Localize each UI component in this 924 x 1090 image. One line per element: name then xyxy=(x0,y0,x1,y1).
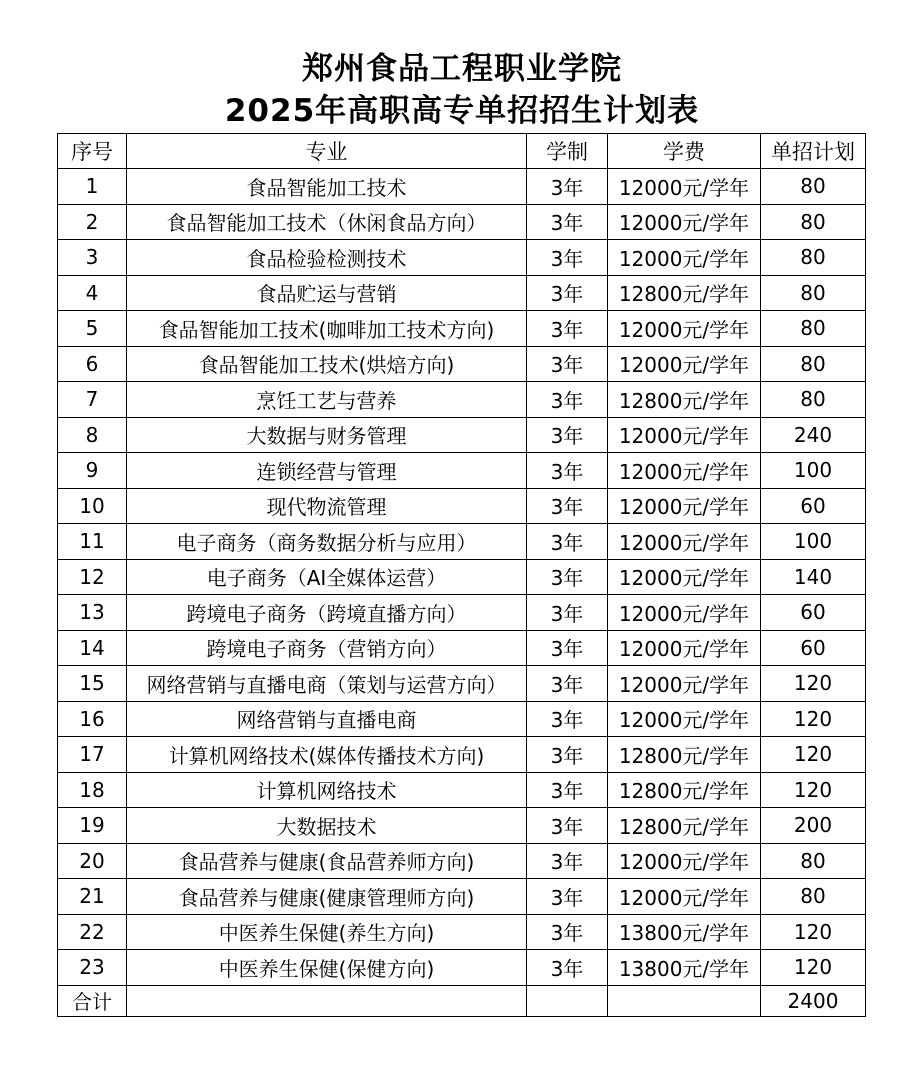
row-index: 10 xyxy=(58,488,127,524)
row-fee: 12000元/学年 xyxy=(608,240,761,276)
row-major: 电子商务（商务数据分析与应用） xyxy=(127,524,527,560)
row-fee: 12000元/学年 xyxy=(608,204,761,240)
table-row xyxy=(58,666,866,702)
row-plan: 60 xyxy=(761,488,866,524)
row-duration: 3年 xyxy=(527,240,608,276)
row-major: 食品智能加工技术(烘焙方向) xyxy=(127,346,527,382)
header-fee: 学费 xyxy=(608,134,761,169)
row-plan: 80 xyxy=(761,382,866,418)
row-duration: 3年 xyxy=(527,843,608,879)
table-row xyxy=(58,382,866,418)
row-fee: 12800元/学年 xyxy=(608,275,761,311)
total-plan: 2400 xyxy=(761,985,866,1016)
row-fee: 12000元/学年 xyxy=(608,524,761,560)
row-duration: 3年 xyxy=(527,453,608,489)
row-fee: 12000元/学年 xyxy=(608,630,761,666)
row-major: 电子商务（AI全媒体运营） xyxy=(127,559,527,595)
row-plan: 80 xyxy=(761,843,866,879)
table-row xyxy=(58,737,866,773)
row-plan: 80 xyxy=(761,275,866,311)
document-title xyxy=(0,48,924,132)
row-duration: 3年 xyxy=(527,488,608,524)
table-row xyxy=(58,914,866,950)
row-plan: 80 xyxy=(761,879,866,915)
row-duration: 3年 xyxy=(527,666,608,702)
header-index: 序号 xyxy=(58,134,127,169)
table-row xyxy=(58,524,866,560)
row-fee: 12000元/学年 xyxy=(608,417,761,453)
row-index: 14 xyxy=(58,630,127,666)
row-major: 跨境电子商务（跨境直播方向） xyxy=(127,595,527,631)
row-plan: 80 xyxy=(761,169,866,205)
row-duration: 3年 xyxy=(527,701,608,737)
row-fee: 12000元/学年 xyxy=(608,701,761,737)
row-plan: 80 xyxy=(761,346,866,382)
table-body xyxy=(58,169,866,986)
row-fee: 12000元/学年 xyxy=(608,843,761,879)
table-row xyxy=(58,453,866,489)
row-major: 食品智能加工技术 xyxy=(127,169,527,205)
table-row xyxy=(58,169,866,205)
table-row xyxy=(58,772,866,808)
enrollment-plan-table xyxy=(57,133,866,1017)
row-duration: 3年 xyxy=(527,311,608,347)
table-row xyxy=(58,595,866,631)
row-index: 6 xyxy=(58,346,127,382)
total-fee xyxy=(608,985,761,1016)
table-row xyxy=(58,488,866,524)
row-duration: 3年 xyxy=(527,275,608,311)
row-fee: 12000元/学年 xyxy=(608,488,761,524)
row-plan: 120 xyxy=(761,737,866,773)
total-major xyxy=(127,985,527,1016)
row-duration: 3年 xyxy=(527,417,608,453)
row-major: 大数据技术 xyxy=(127,808,527,844)
row-plan: 60 xyxy=(761,630,866,666)
row-fee: 12000元/学年 xyxy=(608,346,761,382)
title-line-2: 2025年高职高专单招招生计划表 xyxy=(224,93,700,129)
row-major: 食品智能加工技术（休闲食品方向） xyxy=(127,204,527,240)
row-major: 中医养生保健(养生方向) xyxy=(127,914,527,950)
row-plan: 120 xyxy=(761,666,866,702)
row-duration: 3年 xyxy=(527,914,608,950)
row-duration: 3年 xyxy=(527,204,608,240)
row-index: 13 xyxy=(58,595,127,631)
row-major: 网络营销与直播电商（策划与运营方向） xyxy=(127,666,527,702)
header-row xyxy=(58,134,866,169)
row-duration: 3年 xyxy=(527,169,608,205)
row-fee: 12000元/学年 xyxy=(608,666,761,702)
row-plan: 60 xyxy=(761,595,866,631)
row-index: 16 xyxy=(58,701,127,737)
row-index: 22 xyxy=(58,914,127,950)
row-index: 19 xyxy=(58,808,127,844)
header-plan: 单招计划 xyxy=(761,134,866,169)
row-plan: 120 xyxy=(761,914,866,950)
row-major: 现代物流管理 xyxy=(127,488,527,524)
row-index: 23 xyxy=(58,950,127,986)
row-index: 12 xyxy=(58,559,127,595)
row-fee: 12800元/学年 xyxy=(608,808,761,844)
row-major: 网络营销与直播电商 xyxy=(127,701,527,737)
row-major: 烹饪工艺与营养 xyxy=(127,382,527,418)
row-index: 9 xyxy=(58,453,127,489)
header-duration: 学制 xyxy=(527,134,608,169)
row-index: 15 xyxy=(58,666,127,702)
row-plan: 140 xyxy=(761,559,866,595)
table-row xyxy=(58,240,866,276)
row-plan: 80 xyxy=(761,311,866,347)
row-major: 大数据与财务管理 xyxy=(127,417,527,453)
row-major: 连锁经营与管理 xyxy=(127,453,527,489)
row-plan: 240 xyxy=(761,417,866,453)
row-fee: 12000元/学年 xyxy=(608,879,761,915)
row-major: 食品营养与健康(健康管理师方向) xyxy=(127,879,527,915)
table-row xyxy=(58,630,866,666)
row-fee: 12000元/学年 xyxy=(608,559,761,595)
row-index: 17 xyxy=(58,737,127,773)
row-duration: 3年 xyxy=(527,346,608,382)
row-plan: 120 xyxy=(761,950,866,986)
row-plan: 100 xyxy=(761,524,866,560)
row-duration: 3年 xyxy=(527,808,608,844)
row-index: 3 xyxy=(58,240,127,276)
row-major: 计算机网络技术(媒体传播技术方向) xyxy=(127,737,527,773)
row-duration: 3年 xyxy=(527,630,608,666)
row-major: 食品贮运与营销 xyxy=(127,275,527,311)
row-duration: 3年 xyxy=(527,950,608,986)
row-fee: 12000元/学年 xyxy=(608,311,761,347)
table-row xyxy=(58,950,866,986)
row-major: 食品智能加工技术(咖啡加工技术方向) xyxy=(127,311,527,347)
row-index: 2 xyxy=(58,204,127,240)
row-index: 18 xyxy=(58,772,127,808)
row-fee: 13800元/学年 xyxy=(608,950,761,986)
table-row xyxy=(58,204,866,240)
row-plan: 80 xyxy=(761,240,866,276)
row-plan: 80 xyxy=(761,204,866,240)
table-row xyxy=(58,346,866,382)
total-duration xyxy=(527,985,608,1016)
table-row xyxy=(58,701,866,737)
header-major: 专业 xyxy=(127,134,527,169)
row-index: 20 xyxy=(58,843,127,879)
row-fee: 12000元/学年 xyxy=(608,169,761,205)
table-row xyxy=(58,311,866,347)
row-duration: 3年 xyxy=(527,382,608,418)
row-duration: 3年 xyxy=(527,559,608,595)
title-line-1: 郑州食品工程职业学院 xyxy=(302,51,622,87)
table-row xyxy=(58,843,866,879)
table-row xyxy=(58,559,866,595)
row-duration: 3年 xyxy=(527,737,608,773)
row-duration: 3年 xyxy=(527,524,608,560)
row-duration: 3年 xyxy=(527,879,608,915)
row-duration: 3年 xyxy=(527,772,608,808)
row-plan: 120 xyxy=(761,701,866,737)
row-major: 中医养生保健(保健方向) xyxy=(127,950,527,986)
row-major: 食品检验检测技术 xyxy=(127,240,527,276)
row-plan: 100 xyxy=(761,453,866,489)
table-row xyxy=(58,417,866,453)
row-major: 跨境电子商务（营销方向） xyxy=(127,630,527,666)
row-fee: 12800元/学年 xyxy=(608,382,761,418)
row-major: 食品营养与健康(食品营养师方向) xyxy=(127,843,527,879)
row-fee: 13800元/学年 xyxy=(608,914,761,950)
row-index: 5 xyxy=(58,311,127,347)
row-plan: 200 xyxy=(761,808,866,844)
row-index: 4 xyxy=(58,275,127,311)
row-fee: 12800元/学年 xyxy=(608,737,761,773)
row-index: 8 xyxy=(58,417,127,453)
total-label: 合计 xyxy=(58,985,127,1016)
table-row xyxy=(58,808,866,844)
row-major: 计算机网络技术 xyxy=(127,772,527,808)
total-row xyxy=(58,985,866,1016)
row-fee: 12000元/学年 xyxy=(608,595,761,631)
row-index: 1 xyxy=(58,169,127,205)
row-fee: 12000元/学年 xyxy=(608,453,761,489)
table-row xyxy=(58,879,866,915)
row-index: 7 xyxy=(58,382,127,418)
row-index: 21 xyxy=(58,879,127,915)
row-index: 11 xyxy=(58,524,127,560)
table-row xyxy=(58,275,866,311)
row-duration: 3年 xyxy=(527,595,608,631)
row-plan: 120 xyxy=(761,772,866,808)
row-fee: 12800元/学年 xyxy=(608,772,761,808)
